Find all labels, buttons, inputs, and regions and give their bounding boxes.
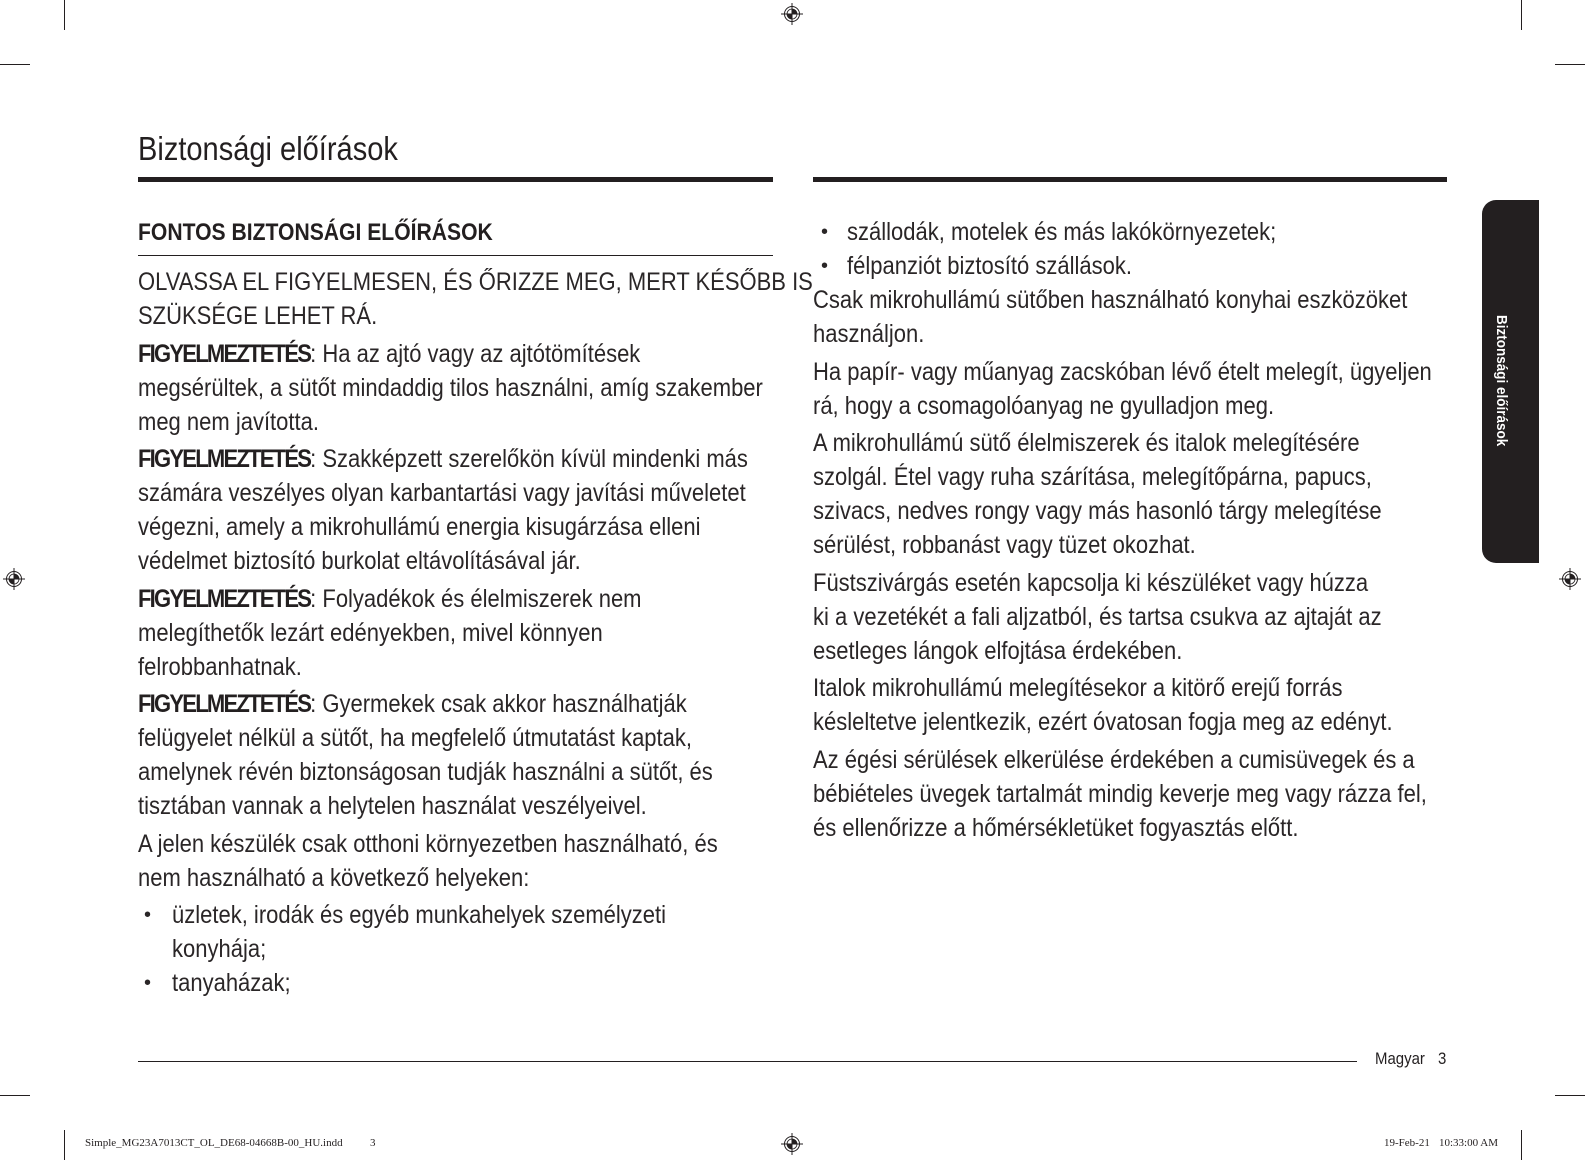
section-heading: FONTOS BIZTONSÁGI ELŐÍRÁSOK — [138, 219, 493, 246]
footer-language: Magyar — [1375, 1049, 1425, 1068]
heading-underline — [138, 255, 773, 256]
warning-paragraph — [138, 442, 774, 578]
text-line: számára veszélyes olyan karbantartási vagy javítási műveletet — [138, 479, 746, 507]
footer-rule — [138, 1061, 1357, 1062]
right-column — [813, 215, 1449, 845]
title-rule-left — [138, 177, 773, 182]
bullet-marker: • — [821, 221, 829, 243]
text-line: késleltetve jelentkezik, ezért óvatosan fogja meg az edényt. — [813, 708, 1393, 736]
warning-label: FIGYELMEZTETÉS — [138, 584, 311, 613]
warning-label: FIGYELMEZTETÉS — [138, 445, 311, 473]
text-line: megsérültek, a sütőt mindaddig tilos használni, amíg szakember — [138, 373, 763, 402]
text-line: Ha papír- vagy műanyag zacskóban lévő ételt melegít, ügyeljen — [813, 357, 1432, 386]
text-line: végezni, amely a mikrohullámú energia kisugárzása elleni — [138, 513, 701, 541]
text-line — [138, 337, 698, 371]
bullet-marker: • — [144, 972, 152, 994]
crop-mark — [1521, 0, 1522, 30]
warning-label: FIGYELMEZTETÉS — [138, 690, 311, 718]
text-line: SZÜKSÉGE LEHET RÁ. — [138, 302, 378, 330]
text-line: félpanziót biztosító szállások. — [847, 252, 1132, 280]
crop-mark — [64, 1130, 65, 1160]
text-segment: : Szakképzett szerelőkön kívül mindenki más — [310, 445, 748, 473]
location-list — [138, 898, 774, 1000]
intro-paragraph — [138, 265, 813, 333]
crop-mark — [0, 1095, 30, 1096]
body-paragraph — [813, 566, 1449, 668]
warning-label: FIGYELMEZTETÉS — [138, 339, 311, 368]
warning-paragraph — [138, 582, 774, 684]
usage-paragraph — [138, 827, 774, 895]
text-segment: : Gyermekek csak akkor használhatják — [310, 690, 687, 718]
body-paragraph — [813, 743, 1449, 845]
text-line: OLVASSA EL FIGYELMESEN, ÉS ŐRIZZE MEG, MERT KÉSŐBB IS — [138, 268, 813, 296]
registration-mark-icon — [3, 568, 25, 590]
registration-mark-icon — [1559, 568, 1581, 590]
text-line: Füstszivárgás esetén kapcsolja ki készüléket vagy húzza — [813, 568, 1369, 597]
page-number: 3 — [1438, 1049, 1447, 1068]
print-slug-time: 10:33:00 AM — [1439, 1137, 1498, 1149]
text-line: felügyelet nélkül a sütőt, ha megfelelő útmutatást kaptak, — [138, 724, 693, 752]
left-column — [138, 265, 813, 1000]
list-item — [813, 249, 1449, 283]
text-line: nem használható a következő helyeken: — [138, 863, 530, 892]
list-item — [813, 215, 1449, 249]
text-segment: : Folyadékok és élelmiszerek nem — [310, 584, 642, 613]
text-segment: : Ha az ajtó vagy az ajtótömítések — [310, 339, 641, 368]
text-line: tisztában vannak a helytelen használat veszélyeivel. — [138, 792, 647, 820]
text-line: tanyaházak; — [172, 969, 291, 997]
print-slug-filename: Simple_MG23A7013CT_OL_DE68-04668B-00_HU.indd — [85, 1137, 343, 1149]
bullet-marker: • — [821, 255, 829, 277]
text-line: melegíthetők lezárt edényekben, mivel könnyen — [138, 618, 603, 647]
print-slug-page: 3 — [370, 1137, 376, 1149]
body-paragraph — [813, 671, 1449, 739]
text-line: sérülést, robbanást vagy tüzet okozhat. — [813, 531, 1196, 559]
text-line: amelynek révén biztonságosan tudják használni a sütőt, és — [138, 758, 713, 786]
print-slug-date: 19-Feb-21 — [1384, 1137, 1430, 1149]
text-line: A mikrohullámú sütő élelmiszerek és italok melegítésére — [813, 429, 1360, 457]
crop-mark — [64, 0, 65, 30]
text-line: szivacs, nedves rongy vagy más hasonló tárgy melegítése — [813, 497, 1382, 525]
text-line: konyhája; — [172, 935, 267, 963]
text-line — [138, 687, 698, 721]
crop-mark — [0, 64, 30, 65]
title-rule-right — [813, 177, 1447, 182]
text-line: ki a vezetékét a fali aljzatból, és tartsa csukva az ajtaját az — [813, 602, 1382, 631]
body-paragraph — [813, 283, 1449, 351]
body-paragraph — [813, 426, 1449, 562]
text-line: védelmet biztosító burkolat eltávolításával jár. — [138, 547, 581, 575]
text-line: szolgál. Étel vagy ruha szárítása, melegítőpárna, papucs, — [813, 463, 1372, 491]
text-line: Az égési sérülések elkerülése érdekében a cumisüvegek és a — [813, 745, 1415, 774]
text-line: szállodák, motelek és más lakókörnyezetek; — [847, 218, 1277, 246]
crop-mark — [1555, 64, 1585, 65]
text-line: használjon. — [813, 320, 925, 348]
text-line: és ellenőrizze a hőmérsékletüket fogyasztás előtt. — [813, 813, 1299, 842]
text-line — [138, 582, 698, 616]
warning-paragraph — [138, 337, 774, 439]
crop-mark — [1555, 1095, 1585, 1096]
page-title: Biztonsági előírások — [138, 130, 398, 167]
warning-paragraph — [138, 687, 774, 823]
registration-mark-icon — [781, 1133, 803, 1155]
text-line: meg nem javította. — [138, 407, 319, 436]
text-line: felrobbanhatnak. — [138, 652, 302, 681]
text-line: bébiételes üvegek tartalmát mindig keverje meg vagy rázza fel, — [813, 779, 1427, 808]
registration-mark-icon — [781, 3, 803, 25]
bullet-marker: • — [144, 904, 152, 926]
section-side-tab — [1482, 200, 1539, 563]
text-line: A jelen készülék csak otthoni környezetben használható, és — [138, 829, 718, 858]
body-paragraph — [813, 355, 1449, 423]
text-line: Italok mikrohullámú melegítésekor a kitörő erejű forrás — [813, 674, 1343, 702]
location-list — [813, 215, 1449, 283]
side-tab-label: Biztonsági előírások — [1493, 315, 1510, 447]
list-item — [138, 898, 774, 966]
text-line: rá, hogy a csomagolóanyag ne gyulladjon meg. — [813, 391, 1275, 420]
text-line — [138, 442, 748, 476]
text-line: üzletek, irodák és egyéb munkahelyek személyzeti — [172, 901, 667, 929]
text-line: esetleges lángok elfojtása érdekében. — [813, 636, 1183, 665]
crop-mark — [1521, 1130, 1522, 1160]
text-line: Csak mikrohullámú sütőben használható konyhai eszközöket — [813, 286, 1408, 314]
list-item — [138, 966, 774, 1000]
